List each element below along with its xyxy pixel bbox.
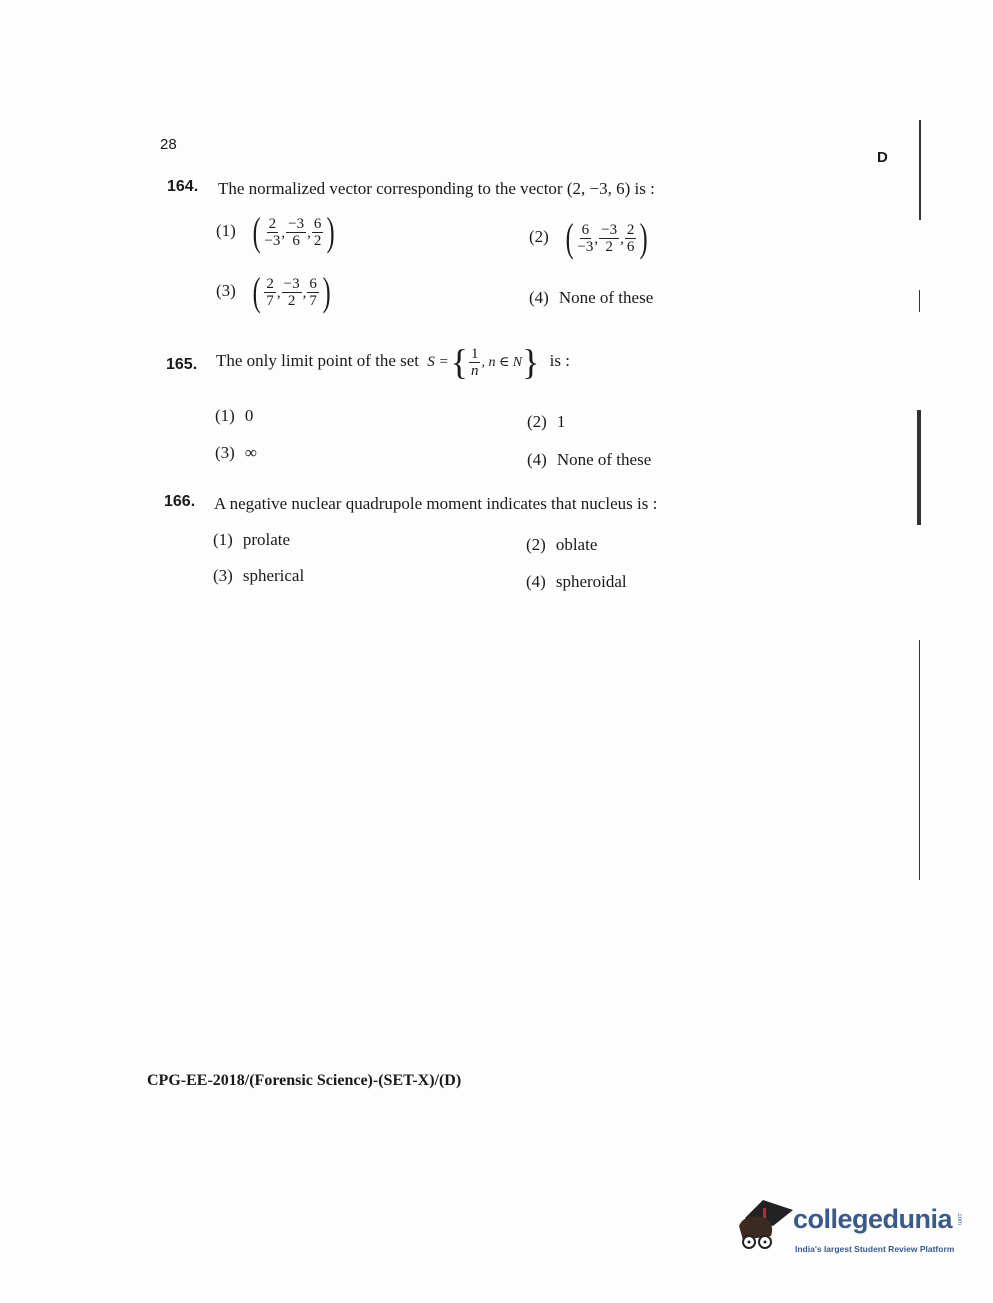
option-4: (4) spheroidal <box>526 572 627 591</box>
option-label: (2) <box>529 226 549 246</box>
option-3: (3) ( $\frac{2}{7}$ , $\frac{-3}{2}$ , $\frac{6}{7}$ ) <box>216 269 331 314</box>
question-text: The normalized vector corresponding to the vector (2, −3, 6) is : <box>218 179 655 198</box>
option-1: (1) 0 <box>215 406 254 425</box>
set-expression: S = { $\frac{1}{n}$ , n ∈ N } <box>427 342 540 382</box>
question-text-main: The only limit point of the set <box>216 350 420 370</box>
fraction: $\frac{-3}{2}$ <box>283 275 300 309</box>
set-letter: D <box>877 149 888 166</box>
fraction: $\frac{2}{7}$ <box>266 275 274 309</box>
footer-code: CPG-EE-2018/(Forensic Science)-(SET-X)/(D) <box>147 1072 462 1089</box>
option-text: None of these <box>558 288 654 307</box>
option-1: (1) prolate <box>213 530 291 549</box>
option-2: (2) oblate <box>526 535 598 554</box>
option-label: (1) <box>216 220 236 240</box>
scan-border <box>919 640 920 880</box>
page-number: 28 <box>160 136 177 153</box>
fraction: $\frac{6}{2}$ <box>313 215 322 249</box>
collegedunia-logo: collegedunia .com India's largest Student Review Platform <box>735 1196 965 1266</box>
fraction: $\frac{2}{6}$ <box>626 221 635 255</box>
scan-border <box>919 290 920 312</box>
question-number: 165. <box>166 356 198 373</box>
option-3: (3) ∞ <box>215 443 257 462</box>
option-label: (4) <box>529 288 549 307</box>
fraction: $\frac{6}{-3}$ <box>577 221 594 255</box>
question-text: A negative nuclear quadrupole moment indicates that nucleus is : <box>214 494 658 513</box>
scan-border <box>917 410 921 525</box>
question-number: 164. <box>167 178 199 195</box>
fraction: $\frac{-3}{2}$ <box>601 221 618 255</box>
option-2: (2) 1 <box>527 412 566 431</box>
fraction: $\frac{-3}{6}$ <box>288 215 305 249</box>
scan-border <box>919 120 921 220</box>
question-text <box>216 344 570 380</box>
mascot-icon <box>735 1196 793 1258</box>
option-label: (3) <box>216 280 236 300</box>
option-4: (4) None of these <box>527 450 652 469</box>
option-1: (1) ( $\frac{2}{-3}$ , $\frac{-3}{6}$ , $\frac{6}{2}$ ) <box>216 209 336 254</box>
fraction: $\frac{2}{-3}$ <box>264 215 281 249</box>
option-3: (3) spherical <box>213 566 305 585</box>
option-4 <box>529 288 653 308</box>
option-2: (2) ( $\frac{6}{-3}$ , $\frac{-3}{2}$ , $\frac{2}{6}$ ) <box>529 215 649 260</box>
question-number: 166. <box>164 493 196 510</box>
fraction: $\frac{6}{7}$ <box>309 275 317 309</box>
question-tail: is : <box>549 350 570 370</box>
